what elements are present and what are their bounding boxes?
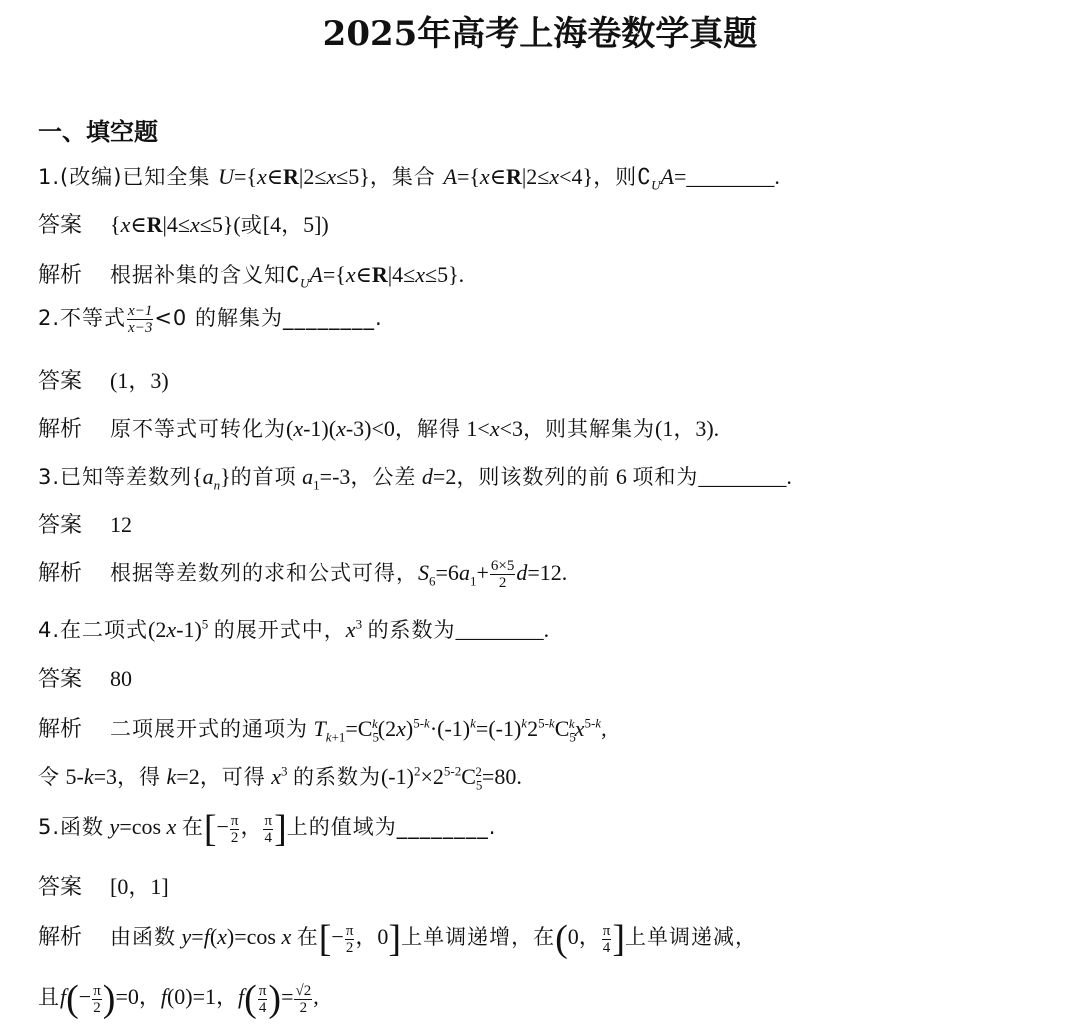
fraction: $\frac{\pi}{2}$ [230,812,239,846]
fraction: $\frac{\pi}{2}$ [93,982,101,1016]
answer-3: 答案 12 [38,512,133,538]
fraction: $\frac{6\times 5}{2}$ [490,558,515,592]
fraction: $\frac{√2}{2}$ [295,982,312,1016]
analysis-1: 解析 根据补集的含义知$∁_UA=\{x\in R|4\le x\le 5\}$. [38,262,465,291]
analysis-2: 解析 原不等式可转化为(x-1)(x-3)<0，解得 1<x<3，则其解集为(1，3). [38,416,720,442]
fraction: $\frac{\pi}{4}$ [258,982,267,1016]
question-3: 3.已知等差数列$\{a_n\}$的首项 $a_1=-3$，公差 d=2，则该数列的前 6 项和为________. [38,464,792,493]
fraction: $\frac{\pi}{4}$ [264,812,273,846]
analysis-4: 解析 二项展开式的通项为 $T_{k+1}=C_5^k(2x)^{5-k}\cdot(-1)^k=(-1)^k2^{5-k}C_5^kx^{5-k}$, [38,715,607,745]
answer-5: 答案 [0，1] [38,874,169,900]
answer-4: 答案 80 [38,666,133,692]
question-4: 4.在二项式$(2x-1)^5$ 的展开式中，$x^3$ 的系数为________. [38,616,550,642]
fraction: $\frac{\pi}{2}$ [345,922,354,956]
document-title: 2025年高考上海卷数学真题 [322,14,758,54]
question-2: 2.不等式 $\frac{x-1}{x-3}$ <0 的解集为________. [38,303,383,337]
analysis-3: 解析 根据等差数列的求和公式可得，$S_6=6a_1+$ $\frac{6\times 5}{2}$ d=12. [38,558,568,592]
analysis-5-cont: 且f(− $\frac{\pi}{2}$ )=0，f(0)=1，f( $\frac{\pi}{4}$ )= $\frac{√2}{2}$ , [38,978,319,1020]
answer-2: 答案 (1，3) [38,368,169,394]
answer-1: 答案 {x∈R|4≤x≤5}(或[4，5]) [38,212,329,238]
question-1: 1.(改编)已知全集 U={x∈R|2≤x≤5}，集合 A={x∈R|2≤x<4}，则$∁_UA=\_\_\_\_\_\_\_\_$. [38,164,780,193]
fraction: $\frac{x-1}{x-3}$ [128,303,153,337]
section-heading: 一、填空题 [38,118,158,146]
fraction: $\frac{\pi}{4}$ [602,922,611,956]
analysis-5: 解析 由函数 y=f(x)=cos x 在[− $\frac{\pi}{2}$ ，0]上单调递增，在(0， $\frac{\pi}{4}$ ]上单调递减， [38,918,757,960]
question-5: 5.函数 y=cos x 在[− $\frac{\pi}{2}$ ， $\frac{\pi}{4}$ ]上的值域为________. [38,808,497,850]
analysis-4-cont: 令 5-k=3，得 k=2，可得 $x^3$ 的系数为$(-1)^2\times 2^{5-2}C_5^2=80$. [38,763,522,793]
